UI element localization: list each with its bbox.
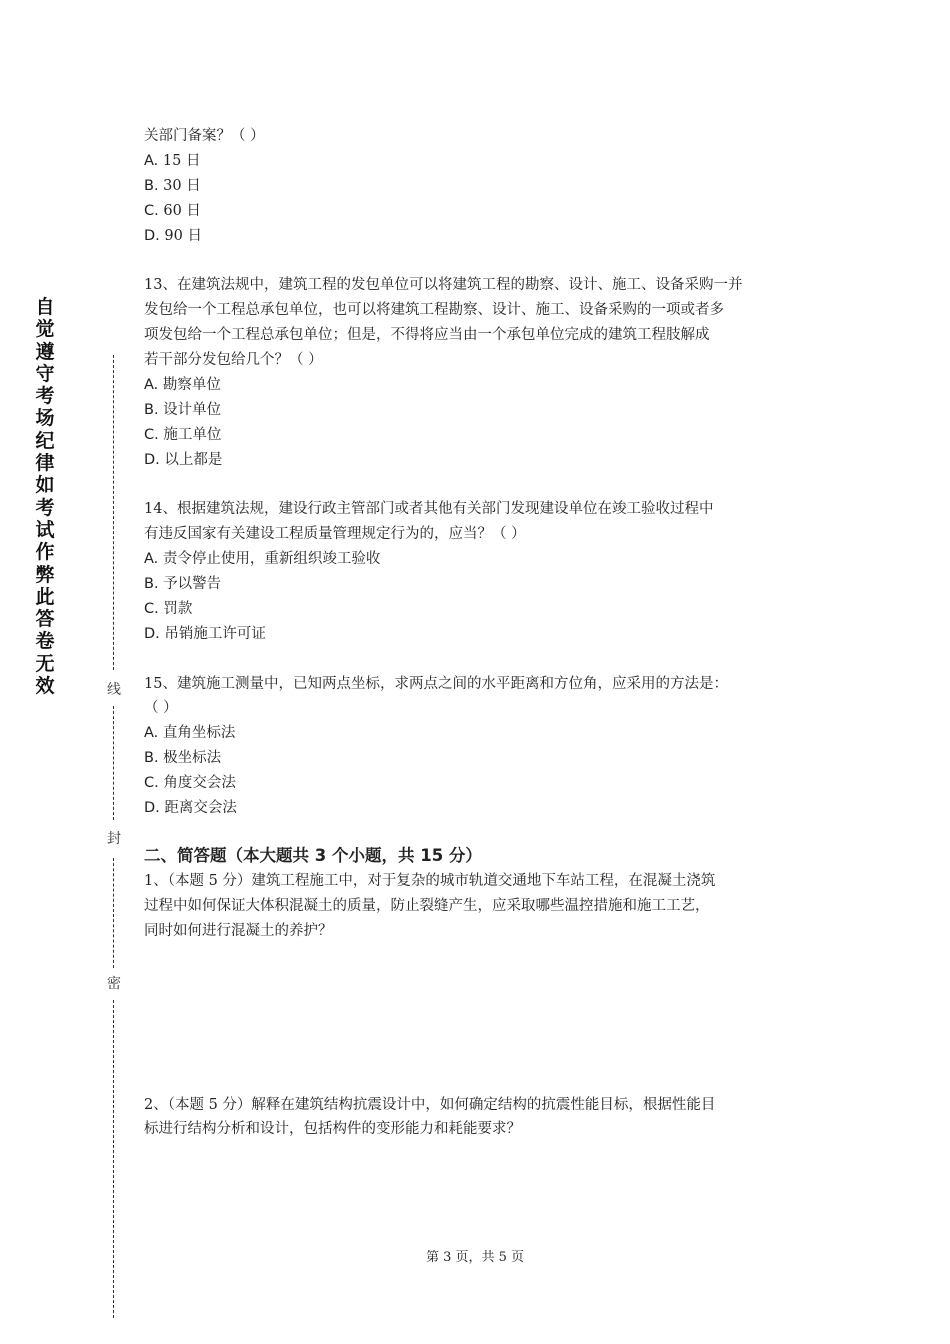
option-a: A. 15 日 bbox=[144, 152, 201, 169]
binding-label-secret: 密 bbox=[107, 976, 121, 992]
binding-dashed-line bbox=[113, 1000, 114, 1318]
option-b: B. 极坐标法 bbox=[144, 750, 222, 767]
question-15 bbox=[144, 672, 810, 821]
binding-dashed-line bbox=[113, 355, 114, 670]
option-d: D. 90 日 bbox=[144, 227, 202, 244]
binding-label-seal: 封 bbox=[107, 831, 121, 847]
option-d: D. 以上都是 bbox=[144, 451, 223, 468]
answer-space bbox=[144, 944, 810, 1093]
question-14 bbox=[144, 497, 810, 646]
section-title: 二、简答题（本大题共 3 个小题，共 15 分） bbox=[144, 845, 482, 865]
section-short-answer bbox=[144, 844, 810, 1142]
option-c: C. 60 日 bbox=[144, 202, 201, 219]
exam-discipline-notice: 自 觉 遵 守 考 场 纪 律 如 考 试 作 弊 此 答 卷 无 效 bbox=[35, 296, 55, 698]
question-text: 2、（本题 5 分）解释在建筑结构抗震设计中，如何确定结构的抗震性能目标，根据性能目 bbox=[144, 1096, 716, 1113]
option-b: B. 予以警告 bbox=[144, 576, 222, 593]
binding-dashed-line bbox=[113, 858, 114, 968]
question-text: 若干部分发包给几个？（ ） bbox=[144, 352, 323, 369]
option-a: A. 直角坐标法 bbox=[144, 725, 236, 742]
question-text: 标进行结构分析和设计，包括构件的变形能力和耗能要求？ bbox=[144, 1121, 521, 1138]
option-a: A. 勘察单位 bbox=[144, 376, 221, 393]
binding-label-line: 线 bbox=[107, 682, 121, 698]
option-d: D. 距离交会法 bbox=[144, 800, 237, 817]
question-text: 关部门备案？（ ） bbox=[144, 128, 265, 144]
question-text: （ ） bbox=[144, 700, 178, 717]
question-text: 14、根据建筑法规，建设行政主管部门或者其他有关部门发现建设单位在竣工验收过程中 bbox=[144, 501, 714, 518]
option-b: B. 30 日 bbox=[144, 177, 201, 194]
exam-content bbox=[144, 124, 810, 1142]
question-12 bbox=[144, 124, 810, 248]
question-text: 15、建筑施工测量中，已知两点坐标，求两点之间的水平距离和方位角，应采用的方法是： bbox=[144, 675, 728, 692]
question-text: 同时如何进行混凝土的养护？ bbox=[144, 922, 333, 939]
option-b: B. 设计单位 bbox=[144, 401, 222, 418]
question-text: 项发包给一个工程总承包单位；但是，不得将应当由一个承包单位完成的建筑工程肢解成 bbox=[144, 327, 710, 344]
page-footer: 第 3 页，共 5 页 bbox=[425, 1250, 525, 1265]
short-answer-2 bbox=[144, 1093, 810, 1143]
binding-dashed-line bbox=[113, 706, 114, 820]
question-text: 发包给一个工程总承包单位，也可以将建筑工程勘察、设计、施工、设备采购的一项或者多 bbox=[144, 302, 724, 319]
question-text: 过程中如何保证大体积混凝土的质量，防止裂缝产生，应采取哪些温控措施和施工工艺， bbox=[144, 897, 710, 914]
question-text: 有违反国家有关建设工程质量管理规定行为的，应当？（ ） bbox=[144, 526, 526, 543]
question-13 bbox=[144, 273, 810, 472]
question-text: 13、在建筑法规中，建筑工程的发包单位可以将建筑工程的勘察、设计、施工、设备采购一并 bbox=[144, 277, 743, 294]
option-d: D. 吊销施工许可证 bbox=[144, 625, 266, 642]
short-answer-1 bbox=[144, 869, 810, 944]
option-a: A. 责令停止使用，重新组织竣工验收 bbox=[144, 551, 381, 568]
option-c: C. 施工单位 bbox=[144, 426, 222, 443]
option-c: C. 角度交会法 bbox=[144, 775, 236, 792]
option-c: C. 罚款 bbox=[144, 600, 193, 617]
question-text: 1、（本题 5 分）建筑工程施工中，对于复杂的城市轨道交通地下车站工程，在混凝土浇筑 bbox=[144, 872, 716, 889]
